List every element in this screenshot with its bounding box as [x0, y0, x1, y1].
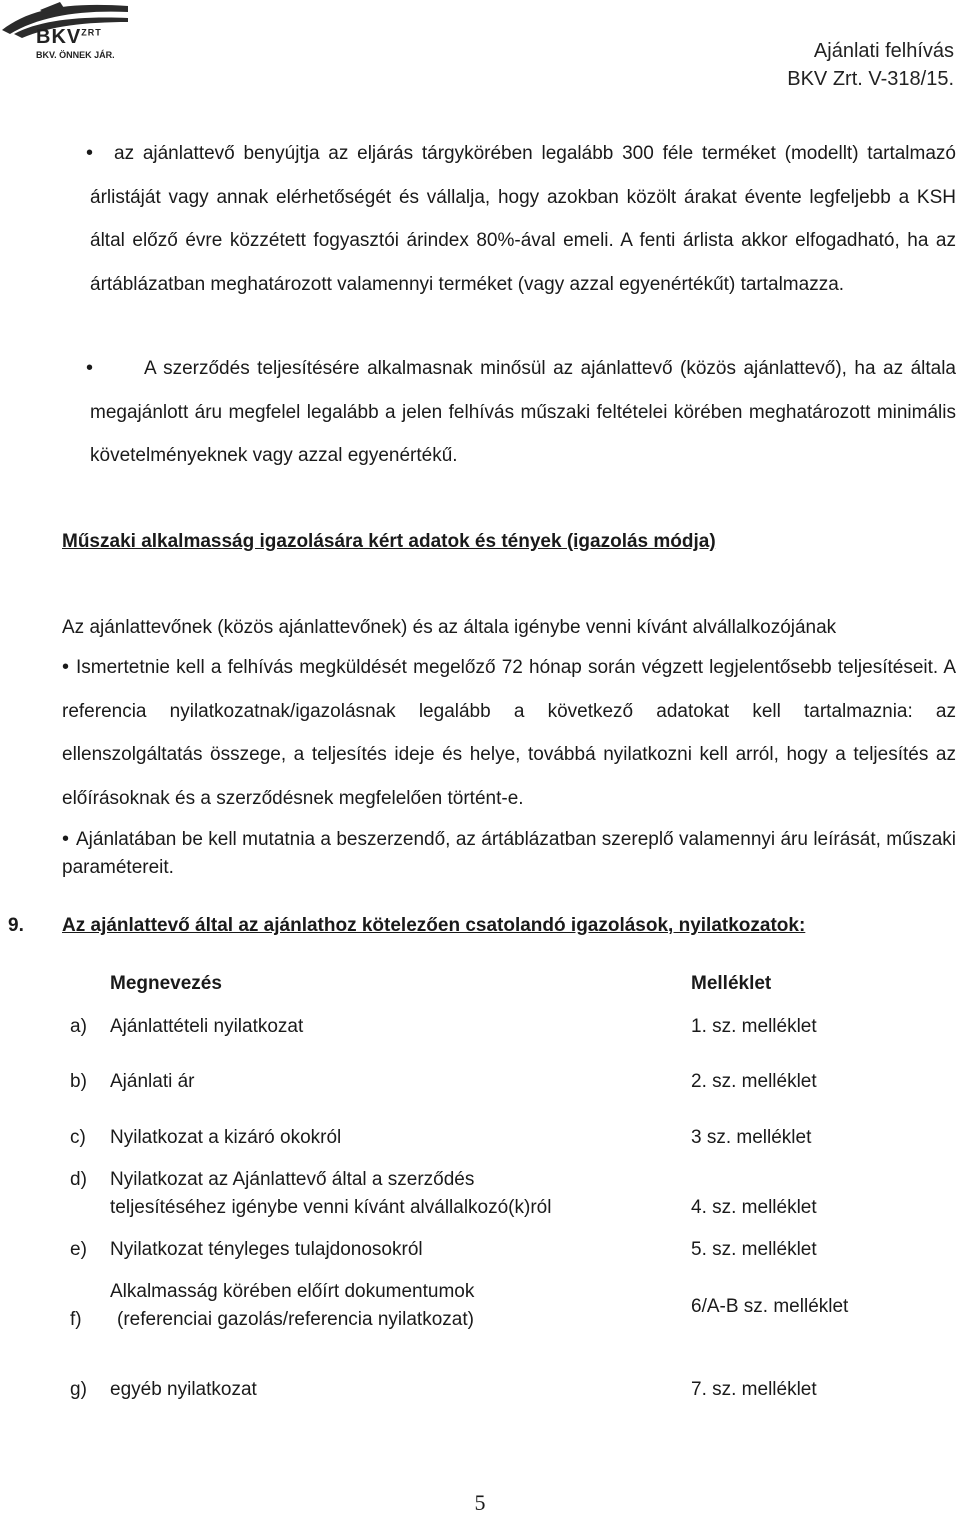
- section-number: 9.: [8, 915, 24, 936]
- row-annex: 7. sz. melléklet: [691, 1379, 817, 1400]
- row-annex: 6/A-B sz. melléklet: [691, 1296, 849, 1317]
- table-header-name: Megnevezés: [110, 973, 222, 994]
- bullet-paragraph: Ismertetnie kell a felhívás megküldését megelőző 72 hónap során végzett legjelentősebb teljesítéseit. A referencia nyilatkozatnak/igazolásnak legalább a következő adatokat kell tartalmaznia: az ellenszolgáltatás összege, a teljesítés ideje és helye, továbbá nyilatkozni kell arról, hogy a teljesítés az előírásoknak és a szerződésnek megfelelően történt-e.: [62, 657, 956, 809]
- row-annex: 1. sz. melléklet: [691, 1016, 817, 1037]
- bkv-logo: [0, 0, 140, 66]
- row-letter: a): [70, 1016, 87, 1037]
- logo-suffix: ZRT: [81, 27, 102, 38]
- row-name: Nyilatkozat a kizáró okokról: [110, 1127, 342, 1148]
- bullet-icon: •: [62, 656, 70, 678]
- logo-tagline: BKV. ÖNNEK JÁR.: [36, 50, 115, 60]
- row-name: egyéb nyilatkozat: [110, 1379, 257, 1400]
- page-number: 5: [474, 1490, 486, 1515]
- row-letter: b): [70, 1071, 87, 1092]
- header-reference: BKV Zrt. V-318/15.: [787, 68, 954, 90]
- row-letter: c): [70, 1127, 86, 1148]
- row-name: Nyilatkozat tényleges tulajdonosokról: [110, 1239, 423, 1260]
- bullet-icon: •: [86, 142, 94, 164]
- row-letter: f): [70, 1309, 82, 1330]
- row-letter: g): [70, 1379, 87, 1400]
- row-annex: 4. sz. melléklet: [691, 1197, 817, 1218]
- logo-brand: BKV: [36, 26, 82, 48]
- row-letter: e): [70, 1239, 87, 1260]
- section-heading: Műszaki alkalmasság igazolására kért adatok és tények (igazolás módja): [62, 531, 716, 552]
- row-name: Alkalmasság körében előírt dokumentumok: [110, 1281, 475, 1302]
- row-name-line2: (referenciai gazolás/referencia nyilatkozat): [117, 1309, 474, 1330]
- section-title: Az ajánlattevő által az ajánlathoz kötelezően csatolandó igazolások, nyilatkozatok:: [62, 915, 806, 936]
- table-header-annex: Melléklet: [691, 973, 772, 994]
- row-annex: 5. sz. melléklet: [691, 1239, 817, 1260]
- bullet-icon: •: [62, 828, 70, 850]
- bullet-icon: •: [86, 357, 94, 379]
- row-name: Nyilatkozat az Ajánlattevő által a szerződés: [110, 1169, 475, 1190]
- header-title: Ajánlati felhívás: [813, 40, 954, 62]
- row-annex: 3 sz. melléklet: [691, 1127, 812, 1148]
- row-name: Ajánlattételi nyilatkozat: [110, 1016, 304, 1037]
- intro-text: Az ajánlattevőnek (közös ajánlattevőnek) és az általa igénybe venni kívánt alvállalkozójának: [62, 617, 837, 638]
- row-name: Ajánlati ár: [110, 1071, 195, 1092]
- bullet-paragraph: az ajánlattevő benyújtja az eljárás tárgykörében legalább 300 féle terméket (modellt) tartalmazó árlistáját vagy annak elérhetőségét és vállalja, hogy azokban közölt árakat évente legfeljebb a KSH által előző évre közzétett fogyasztói árindex 80%-ával emeli. A fenti árlista akkor elfogadható, ha az ártáblázatban meghatározott valamennyi terméket (vagy azzal egyenértékűt) tartalmazza.: [90, 143, 956, 295]
- bullet-paragraph: Ajánlatában be kell mutatnia a beszerzendő, az ártáblázatban szereplő valamennyi áru leírását, műszaki paramétereit.: [62, 829, 956, 878]
- row-letter: d): [70, 1169, 87, 1190]
- row-annex: 2. sz. melléklet: [691, 1071, 817, 1092]
- row-name-line2: teljesítéséhez igénybe venni kívánt alvállalkozó(k)ról: [110, 1197, 552, 1218]
- bullet-paragraph: A szerződés teljesítésére alkalmasnak minősül az ajánlattevő (közös ajánlattevő), ha az általa megajánlott áru megfelel legalább a jelen felhívás műszaki feltételei körében meghatározott minimális követelményeknek vagy azzal egyenértékű.: [90, 358, 956, 466]
